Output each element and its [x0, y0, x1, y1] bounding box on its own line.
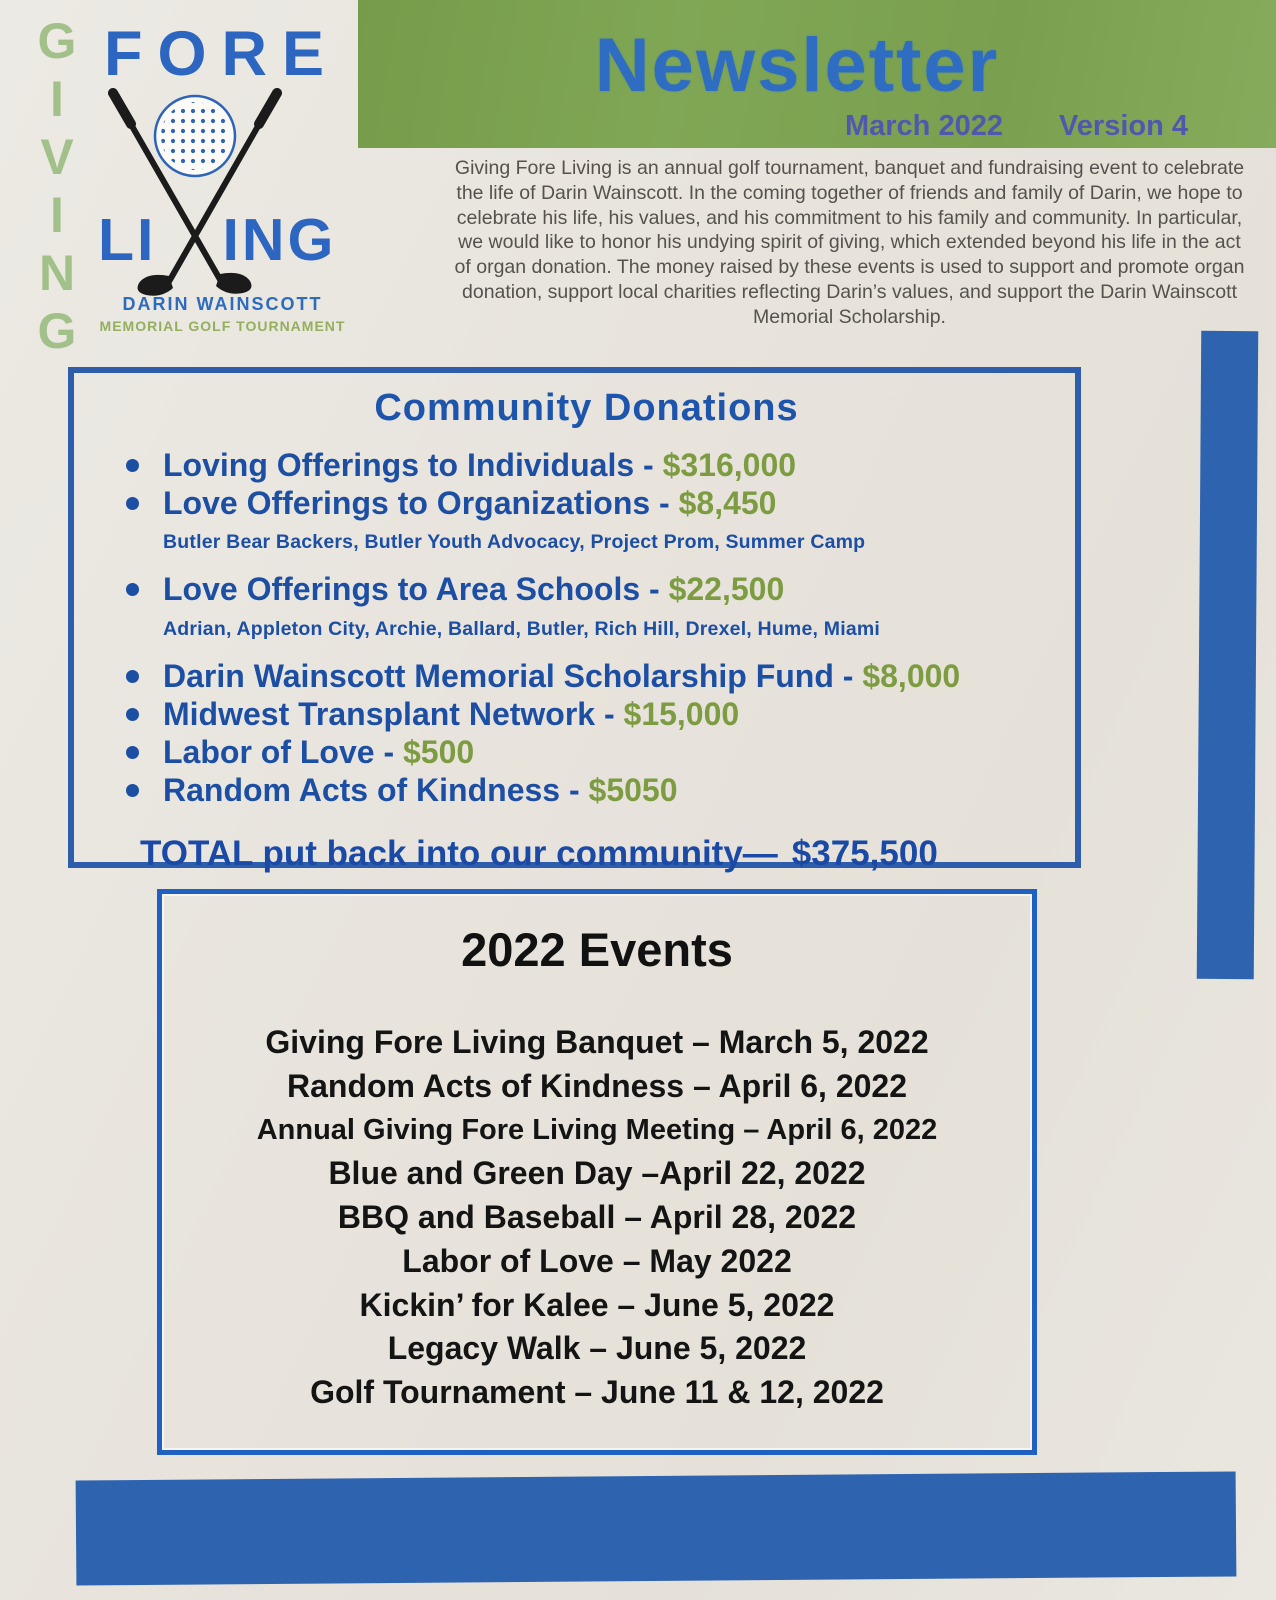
donation-amount: $500 — [403, 733, 475, 770]
event-item: Kickin’ for Kalee – June 5, 2022 — [359, 1286, 835, 1323]
header-banner — [358, 0, 1276, 148]
donation-label: Love Offerings to Area Schools — [163, 571, 641, 608]
donation-item: Labor of Love - $500 — [126, 735, 1047, 770]
donation-label: Midwest Transplant Network — [163, 695, 596, 732]
donation-label: Labor of Love — [163, 733, 375, 770]
right-accent-bar — [1197, 331, 1259, 979]
donation-label: Darin Wainscott Memorial Scholarship Fund — [163, 657, 834, 694]
donation-amount: $316,000 — [662, 447, 797, 483]
event-item: Blue and Green Day –April 22, 2022 — [328, 1155, 866, 1192]
donation-note: Adrian, Appleton City, Archie, Ballard, Butler, Rich Hill, Drexel, Hume, Miami — [163, 617, 881, 640]
issue-date: March 2022 — [844, 110, 1003, 142]
golf-ball-icon — [155, 96, 235, 176]
intro-paragraph: Giving Fore Living is an annual golf tournament, banquet and fundraising event to celebrate the life of Darin Wainscott. In the coming together of friends and family of Darin, we hope to celebrate his life, his values, and his commitment to his family and community. In particular, we would like to honor his undying spirit of giving, which extended beyond his life in the act of organ donation. The money raised by these events is used to support and promote organ donation, support local charities reflecting Darin’s values, and support the Darin Wainscott Memorial Scholarship. — [454, 157, 1245, 328]
logo-word-fore: FORE — [104, 19, 340, 89]
bullet-icon — [126, 746, 139, 759]
community-donations-box — [68, 367, 1081, 874]
donation-label: Loving Offerings to Individuals — [163, 447, 635, 483]
logo-subtitle-tournament: MEMORIAL GOLF TOURNAMENT — [99, 318, 346, 334]
donation-item: Darin Wainscott Memorial Scholarship Fund - $8,000 — [126, 659, 1047, 694]
bullet-icon — [126, 670, 139, 683]
bullet-icon — [126, 497, 139, 510]
organization-logo — [30, 6, 365, 359]
logo-subtitle-name: DARIN WAINSCOTT — [122, 294, 323, 314]
bottom-accent-bar — [76, 1471, 1237, 1585]
bullet-icon — [126, 583, 139, 596]
donation-amount: $22,500 — [668, 571, 785, 608]
donation-item: Random Acts of Kindness - $5050 — [126, 773, 1047, 808]
donation-label: Love Offerings to Organizations — [163, 485, 651, 522]
logo-word-living: LI ING — [98, 207, 337, 273]
donations-total — [140, 834, 1047, 874]
donations-total-amount: $375,500 — [791, 834, 938, 874]
event-item: Giving Fore Living Banquet – March 5, 2022 — [265, 1024, 929, 1060]
donation-amount: $5050 — [588, 772, 678, 809]
event-item: Labor of Love – May 2022 — [402, 1242, 792, 1279]
bullet-icon — [126, 708, 139, 721]
donation-item: Midwest Transplant Network - $15,000 — [126, 697, 1047, 732]
event-item: BBQ and Baseball – April 28, 2022 — [337, 1198, 857, 1235]
donation-amount: $8,450 — [678, 485, 777, 522]
logo-vertical-word: G I V I N G — [37, 13, 77, 359]
donation-item: Loving Offerings to Individuals - $316,000 — [126, 448, 1047, 483]
event-item: Legacy Walk – June 5, 2022 — [387, 1330, 807, 1367]
issue-info — [845, 110, 1188, 143]
bullet-icon — [126, 459, 139, 472]
donation-note: Butler Bear Backers, Butler Youth Advocacy, Project Prom, Summer Camp — [163, 531, 866, 554]
event-item: Golf Tournament – June 11 & 12, 2022 — [310, 1374, 884, 1411]
donations-title: Community Donations — [374, 387, 799, 429]
donation-item: Love Offerings to Area Schools - $22,500 — [126, 572, 1047, 607]
donations-total-label: TOTAL put back into our community— — [140, 834, 778, 874]
donation-label: Random Acts of Kindness — [163, 772, 561, 809]
donation-amount: $15,000 — [623, 695, 740, 732]
newsletter-title: Newsletter — [594, 23, 1000, 108]
events-box — [157, 889, 1037, 1455]
donation-amount: $8,000 — [862, 657, 961, 694]
event-item: Annual Giving Fore Living Meeting – April 6, 2022 — [256, 1113, 938, 1146]
events-title: 2022 Events — [461, 923, 733, 976]
donation-item: Love Offerings to Organizations - $8,450 — [126, 486, 1047, 521]
issue-version: Version 4 — [1059, 110, 1188, 142]
event-item: Random Acts of Kindness – April 6, 2022 — [286, 1067, 907, 1104]
bullet-icon — [126, 784, 139, 797]
